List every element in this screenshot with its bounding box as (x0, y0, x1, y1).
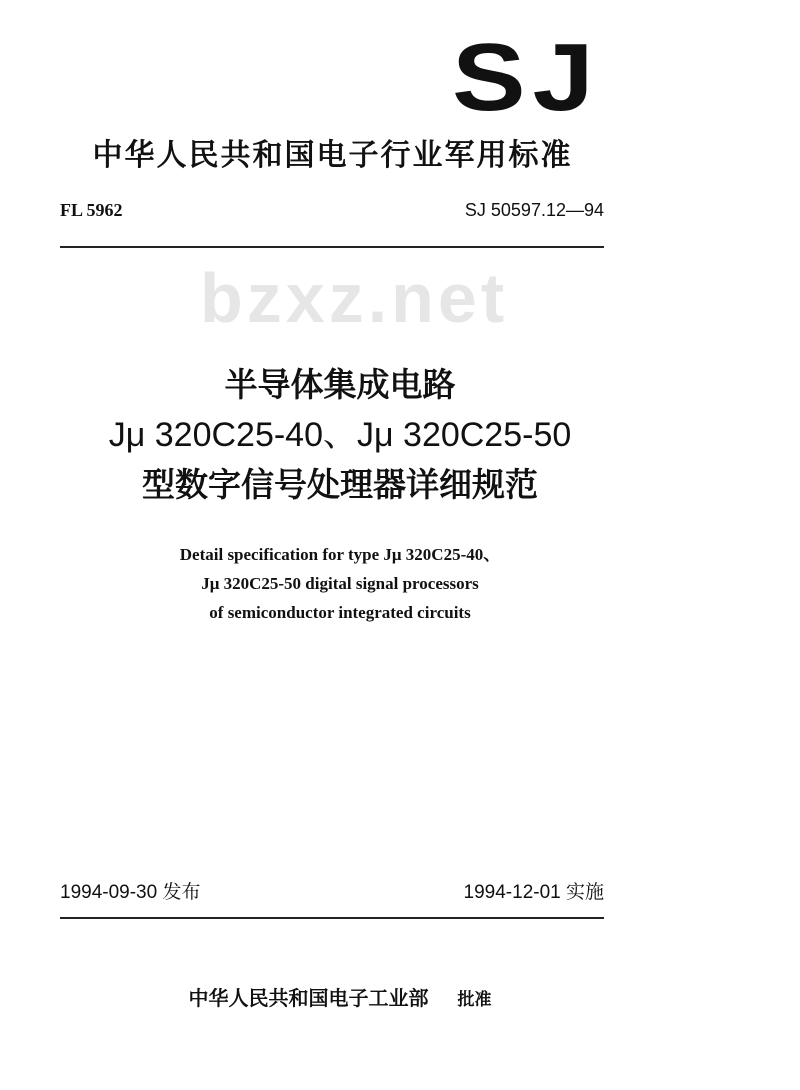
footer-divider (60, 917, 604, 919)
effective-date: 1994-12-01 实施 (463, 882, 604, 903)
document-title (60, 360, 620, 510)
approval-authority: 中华人民共和国电子工业部 (188, 986, 429, 1010)
issue-date: 1994-09-30 发布 (60, 882, 201, 903)
english-title-line-1: Detail specification for type Jμ 320C25-40、 (179, 545, 501, 564)
approval-label: 批准 (457, 990, 492, 1010)
watermark: bzxz.net (200, 259, 509, 337)
standard-title: 中华人民共和国电子行业军用标准 (92, 138, 573, 173)
standard-code: SJ 50597.12—94 (464, 200, 604, 220)
classification-code: FL 5962 (60, 200, 123, 220)
header-divider (60, 246, 604, 248)
english-title-line-2: Jμ 320C25-50 digital signal processors (201, 574, 479, 593)
approval-line (60, 982, 620, 1011)
english-title (60, 540, 620, 627)
title-line-2: Jμ 320C25-40、Jμ 320C25-50 (108, 416, 572, 454)
title-line-3: 型数字信号处理器详细规范 (142, 465, 538, 504)
title-line-1: 半导体集成电路 (224, 365, 456, 404)
sj-logo: SJ (452, 24, 601, 131)
english-title-line-3: of semiconductor integrated circuits (209, 603, 471, 622)
